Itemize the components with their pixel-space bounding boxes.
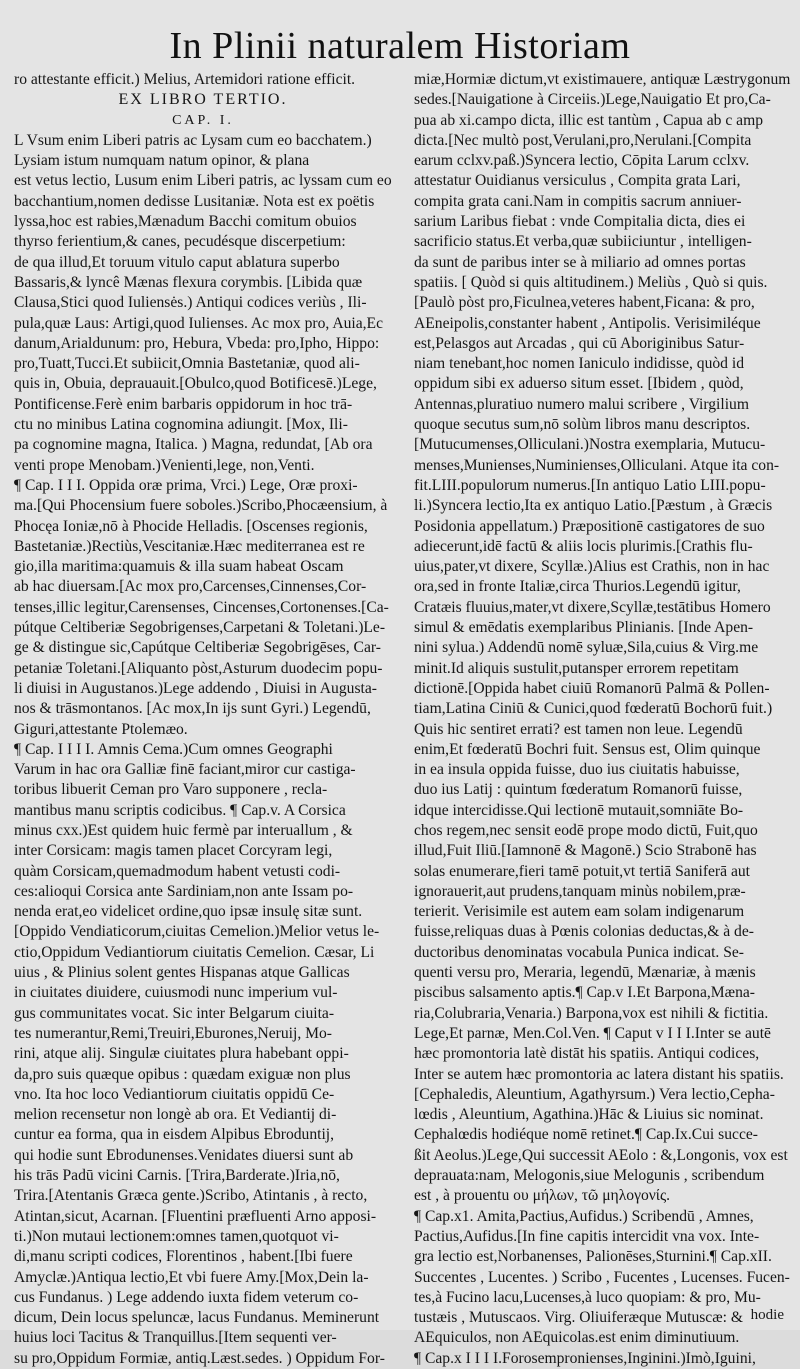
text-line: quis in, Obuia, deprauauit.[Obulco,quod Botificesē.)Lege, [14, 375, 377, 393]
text-line: [Paulò pòst pro,Ficulnea,veteres habent,Ficana: & pro, [414, 294, 755, 312]
right-column [414, 70, 792, 1369]
text-line: fit.LIII.populorum numerus.[In antiquo Latio LIII.popu- [414, 476, 766, 494]
text-line: Giguri,attestante Ptolemæo. [14, 720, 188, 738]
text-line: Varum in hac ora Galliæ finē faciant,miror cur castiga- [14, 761, 356, 779]
text-line: Pontificense.Ferè enim barbaris oppidorum in hoc trā- [14, 395, 353, 413]
text-line: huius loci Tacitus & Tranquillus.[Item sequenti ver- [14, 1329, 337, 1347]
text-line: illud,Fuit Iliū.[Iamnonē & Magonē.) Scio Strabonē has [414, 842, 757, 860]
text-line: danum,Arialdunum: pro, Hebura, Vbeda: pro,Ipho, Hippo: [14, 334, 380, 352]
text-line: toribus libuerit Ceman pro Varo supponere , recla- [14, 781, 328, 799]
text-line: de qua illud,Et toruum vitulo caput ablatura superbo [14, 253, 340, 271]
text-line: nos & trāsmontanos. [Ac mox,In ijs sunt Gyri.) Legendū, [14, 700, 371, 718]
text-line: cuntur ea forma, qua in eisdem Alpibus Ebroduntij, [14, 1126, 335, 1144]
text-line: inter Corsicam: magis tamen placet Corcyram legi, [14, 842, 333, 860]
text-line: sedes.[Nauigatione à Circeiis.)Lege,Nauigatio Et pro,Ca- [414, 91, 771, 109]
text-line: gio,illa maritima:quamuis & illa suam habeat Oscam [14, 558, 344, 576]
text-line: sacrificio status.Et verba,quæ subiiciuntur , intelligen- [414, 233, 752, 251]
text-line: gra lectio est,Norbanenses, Palionēses,Sturnini.¶ Cap.xII. [414, 1248, 772, 1266]
text-line: ab hac diuersam.[Ac mox pro,Carcenses,Cinnenses,Cor- [14, 578, 367, 596]
text-line: tes,à Fucino lacu,Lucenses,à luco quopiam: & pro, Mu- [414, 1288, 761, 1306]
text-line: Lege,Et parnæ, Men.Col.Ven. ¶ Caput v I I I.Inter se autē [414, 1024, 771, 1042]
text-line: piscibus salsamento aptis.¶ Cap.v I.Et Barpona,Mæna- [414, 984, 755, 1002]
text-line: ti.)Non mutaui lectionem:omnes tamen,quotquot vi- [14, 1227, 339, 1245]
text-line: Quis hic sentiret errati? est tamen non leue. Legendū [414, 720, 743, 738]
text-line: tiam,Latina Ciniū & Cunici,quod fœderatū Bochorū fuit.) [414, 700, 773, 718]
text-line: Succentes , Lucentes. ) Scribo , Fucentes , Lucenses. Fucen- [414, 1268, 790, 1286]
text-line: [Cephaledis, Aleuntium, Agathyrsum.) Vera lectio,Cepha- [414, 1085, 775, 1103]
text-line: in ciuitates diuidere, cuiusmodi nunc imperium vul- [14, 984, 338, 1002]
text-line: miæ,Hormiæ dictum,vt existimauere, antiquæ Læstrygonum [414, 71, 791, 88]
text-line: gus communitates vocat. Sic inter Belgarum ciuita- [14, 1004, 335, 1022]
text-line: rini, atque alij. Singulæ ciuitates plura habebant oppi- [14, 1045, 349, 1063]
text-line: Clausa,Stici quod Iuliensės.) Antiqui codices veriùs , Ili- [14, 294, 367, 312]
text-line: est , à prouentu ου μήλων, τῶ μηλογονίς. [414, 1187, 671, 1205]
text-line: Lysiam istum numquam natum opinor, & plana [14, 152, 310, 170]
text-line: Bastetaniæ.)Rectiùs,Vescitaniæ.Hæc mediterranea est re [14, 537, 365, 555]
text-line: idque intercidisse.Qui lectionē mutauit,somniāte Bo- [414, 801, 744, 819]
text-line: bacchantium,nomen dedisse Lusitaniæ. Nota est ex poëtis [14, 192, 375, 210]
text-line: ßit Aeolus.)Lege,Qui successit AEolo : &,Longonis, vox est [414, 1146, 788, 1164]
text-line: Bassaris,& lyncê Mænas flexura corymbis. [Libida quæ [14, 273, 363, 291]
text-line: ctu no minibus Latina cognomina adiungit. [Mox, Ili- [14, 416, 348, 434]
text-line: earum cclxv.paß.)Syncera lectio, Cōpita Larum cclxv. [414, 152, 750, 170]
text-line: Amyclæ.)Antiqua lectio,Et vbi fuere Amy.[Mox,Dein la- [14, 1268, 369, 1286]
text-line: qui hodie sunt Ebrodunenses.Venidates diuersi sunt ab [14, 1146, 354, 1164]
text-line: tenses,illic legitur,Carensenses, Cincenses,Cortonenses.[Ca- [14, 598, 389, 616]
text-line: pua ab xi.campo dicta, illic est tantùm , Capua ab c amp [414, 111, 764, 129]
text-line: compita grata cani.Nam in compitis sacrum anniuer- [414, 192, 742, 210]
text-line: EX LIBRO TERTIO. [118, 91, 288, 109]
text-line: lœdis , Aleuntium, Agathina.)Hāc & Liuius sic nominat. [414, 1106, 764, 1124]
text-line: dictionē.[Oppida habet ciuiū Romanorū Palmā & Pollen- [414, 679, 770, 697]
text-line: adiecerunt,idē factū & aliis locis plurimis.[Crathis flu- [414, 537, 753, 555]
text-line: fuisse,reliquas duas à Pœnis colonias deductas,& à de- [414, 923, 754, 941]
text-line: uius , & Plinius solent gentes Hispanas atque Gallicas [14, 964, 350, 982]
text-line: cus Fundanus. ) Lege addendo iuxta fidem veterum co- [14, 1288, 359, 1306]
text-line: L Vsum enim Liberi patris ac Lysam cum eo bacchatem.) [14, 131, 372, 149]
text-line: li.)Syncera lectio,Ita ex antiquo Latio.[Pæstum , à Græcis [414, 497, 773, 515]
text-line: li diuisi in Augustanos.)Lege addendo , Diuisi in Augusta- [14, 679, 377, 697]
text-line: ge & distingue sic,Capútque Celtiberiæ Segobrigēses, Car- [14, 639, 381, 657]
text-line: attestatur Ouidianus versiculus , Compita grata Lari, [414, 172, 741, 190]
text-line: ¶ Cap. I I I I. Amnis Cema.)Cum omnes Geographi [14, 740, 333, 758]
text-line: simul & emēdatis exemplaribus Plinianis. [Inde Apen- [414, 619, 754, 637]
text-line: Phocęa Ioniæ,nō à Phocide Helladis. [Oscenses regionis, [14, 517, 368, 535]
text-line: quàm Corsicam,quemadmodum habent vetusti codi- [14, 862, 341, 880]
text-line: nini sylua.) Addendū nomē syluæ,Sila,cuius & Virg.me [414, 639, 759, 657]
text-line: est vetus lectio, Lusum enim Liberi patris, ac lyssam cum eo [14, 172, 392, 190]
text-line: Antennas,pluratiuo numero malui scribere , Virgilium [414, 395, 749, 413]
text-line: tustæis , Mutuscaos. Virg. Oliuiferæque Mutuscæ: & [414, 1309, 743, 1327]
text-line: Pactius,Aufidus.[In fine capitis intercidit vna vox. Inte- [414, 1227, 760, 1245]
text-line: dicta.[Nec multò post,Verulani,pro,Nerulani.[Compita [414, 131, 752, 149]
text-line: ignorauerit,aut prudens,tanquam minùs nobilem,præ- [414, 882, 746, 900]
text-line: menses,Munienses,Numinienses,Olliculani. Atque ita con- [414, 456, 780, 474]
text-line: Cratæis fluuius,mater,vt dixere,Scyllæ,testātibus Homero [414, 598, 771, 616]
running-head: In Plinii naturalem Historiam [169, 25, 631, 67]
text-line: pútque Celtiberiæ Segobrigenses,Carpetani & Toletani.)Le- [14, 619, 386, 637]
text-line: Atintan,sicut, Acarnan. [Fluentini præfluenti Arno apposi- [14, 1207, 377, 1225]
text-line: pa cognomine magna, Italica. ) Magna, redundat, [Ab ora [14, 436, 373, 454]
text-line: quenti versu pro, Meraria, legendū, Mænariæ, à mænis [414, 964, 756, 982]
text-line: ¶ Cap.x1. Amita,Pactius,Aufidus.) Scribendū , Amnes, [414, 1207, 754, 1225]
text-line: est,Pelasgos aut Arcadas , qui cū Aboriginibus Satur- [414, 334, 745, 352]
text-line: ria,Colubraria,Venaria.) Barpona,vox est nihili & fictitia. [414, 1004, 769, 1022]
text-line: enim,Et fœderatū Bochri fuit. Sensus est, Olim quinque [414, 740, 761, 758]
text-line: Inter se autem hæc promontoria ac latera distant his spatiis. [414, 1065, 784, 1083]
text-line: nenda erat,eo videlicet ordine,quo ipsæ insulę sitæ sunt. [14, 903, 363, 921]
text-line: minus cxx.)Est quidem huic fermè par interuallum , & [14, 821, 353, 839]
text-line: minit.Id aliquis sustulit,putansper errorem repetitam [414, 659, 739, 677]
text-line: vno. Ita hoc loco Vediantiorum ciuitatis oppidū Ce- [14, 1085, 335, 1103]
text-line: ductoribus denominatas vocabula Punica indicat. Se- [414, 943, 744, 961]
text-line: solas enumerare,fieri tamē potuit,vt tertiā Saniferā aut [414, 862, 750, 880]
text-line: niam tenebant,hoc nomen Ianiculo indidisse, quòd id [414, 355, 744, 373]
text-line: Posidonia appellatum.) Præpositionē castigatores de suo [414, 517, 765, 535]
text-line: da sunt de paribus inter se à miliario ad omnes portas [414, 253, 746, 271]
text-line: ctio,Oppidum Vediantiorum ciuitatis Cemelion. Cæsar, Li [14, 943, 375, 961]
text-line: uius,pater,vt dixere, Scyllæ.)Alius est Crathis, non in hac [414, 558, 770, 576]
text-line: terierit. Verisimile est autem eam solam indigenarum [414, 903, 745, 921]
text-line: ro attestante efficit.) Melius, Artemidori ratione efficit. [14, 71, 356, 88]
text-line: tes numerantur,Remi,Treuiri,Eburones,Neruij, Mo- [14, 1024, 332, 1042]
text-line: AEquiculos, non AEquicolas.est enim diminutiuum. [414, 1329, 740, 1347]
text-line: lyssa,hoc est rabies,Mænadum Bacchi comitum obuios [14, 213, 357, 231]
text-line: mantibus manu scriptis codicibus. ¶ Cap.v. A Corsica [14, 801, 346, 819]
text-line: Cephalœdis hodiéque nomē retinet.¶ Cap.Ix.Cui succe- [414, 1126, 758, 1144]
text-line: di,manu scripti codices, Florentinos , habent.[Ibi fuere [14, 1248, 353, 1266]
text-line: [Mutucumenses,Olliculani.)Nostra exemplaria, Mutucu- [414, 436, 766, 454]
text-line: [Oppido Vendiaticorum,ciuitas Cemelion.)Melior vetus le- [14, 923, 380, 941]
text-line: CAP. I. [172, 112, 234, 128]
text-line: thyrso ferientium,& canes, pecudésque discerpetium: [14, 233, 346, 251]
text-line: Trira.[Atentanis Græca gente.)Scribo, Atintanis , à recto, [14, 1187, 368, 1205]
text-line: quoque secutus sum,nō solùm libros manu descriptos. [414, 416, 751, 434]
text-line: hæc promontoria latè distāt his spatiis. Antiqui codices, [414, 1045, 760, 1063]
left-column [14, 70, 392, 1369]
text-line: chos regem,nec sensit eodē prope modo dictū, Fuit,quo [414, 821, 758, 839]
text-line: petaniæ Toletani.[Aliquanto pòst,Asturum duodecim popu- [14, 659, 383, 677]
catchword: hodie [750, 1307, 784, 1323]
text-line: sarium Laribus fiebat : vnde Compitalia dicta, dies ei [414, 213, 746, 231]
text-line: ¶ Cap. I I I. Oppida oræ prima, Vrci.) Lege, Oræ proxi- [14, 476, 358, 494]
text-line: su pro,Oppidum Formiæ, antiq.Læst.sedes. ) Oppidum For- [14, 1349, 385, 1367]
text-line: duo ius Latij : quintum fœderatum Romanorū fuisse, [414, 781, 743, 799]
text-line: deprauata:nam, Melogonis,siue Melogunis , scribendum [414, 1167, 765, 1185]
text-line: pro,Tuatt,Tucci.Et subiicit,Omnia Bastetaniæ, quod ali- [14, 355, 360, 373]
text-line: venti prope Menobam.)Venienti,lege, non,Venti. [14, 456, 315, 474]
text-line: his trās Padū vicini Carnis. [Trira,Barderate.)Iria,nō, [14, 1167, 340, 1185]
text-line: AEneipolis,constanter habent , Antipolis. Verisimiléque [414, 314, 761, 332]
text-line: pula,quæ Laus: Artigi,quod Iulienses. Ac mox pro, Auia,Ec [14, 314, 384, 332]
text-line: spatiis. [ Quòd si quis altitudinem.) Meliùs , Quò si quis. [414, 273, 768, 291]
text-line: ora,sed in fronte Italiæ,circa Thurios.Legendū igitur, [414, 578, 741, 596]
text-line: dicum, Dein locus speluncæ, lacus Fundanus. Meminerunt [14, 1309, 380, 1327]
text-line: ¶ Cap.x I I I I.Forosempronienses,Inginini.)Imò,Iguini, [414, 1349, 756, 1367]
text-line: ces:alioqui Corsica ante Sardiniam,non ante Issam po- [14, 882, 354, 900]
text-line: da,pro suis quæque opibus : quædam exiguæ non plus [14, 1065, 351, 1083]
text-line: ma.[Qui Phocensium fuere soboles.)Scribo,Phocæensium, à [14, 497, 388, 515]
text-line: melion recensetur non longè ab ora. Et Vediantij di- [14, 1106, 337, 1124]
text-line: oppidum sibi ex aduerso situm esset. [Ibidem , quòd, [414, 375, 744, 393]
text-line: in ea insula oppida fuisse, duo ius ciuitatis habuisse, [414, 761, 740, 779]
